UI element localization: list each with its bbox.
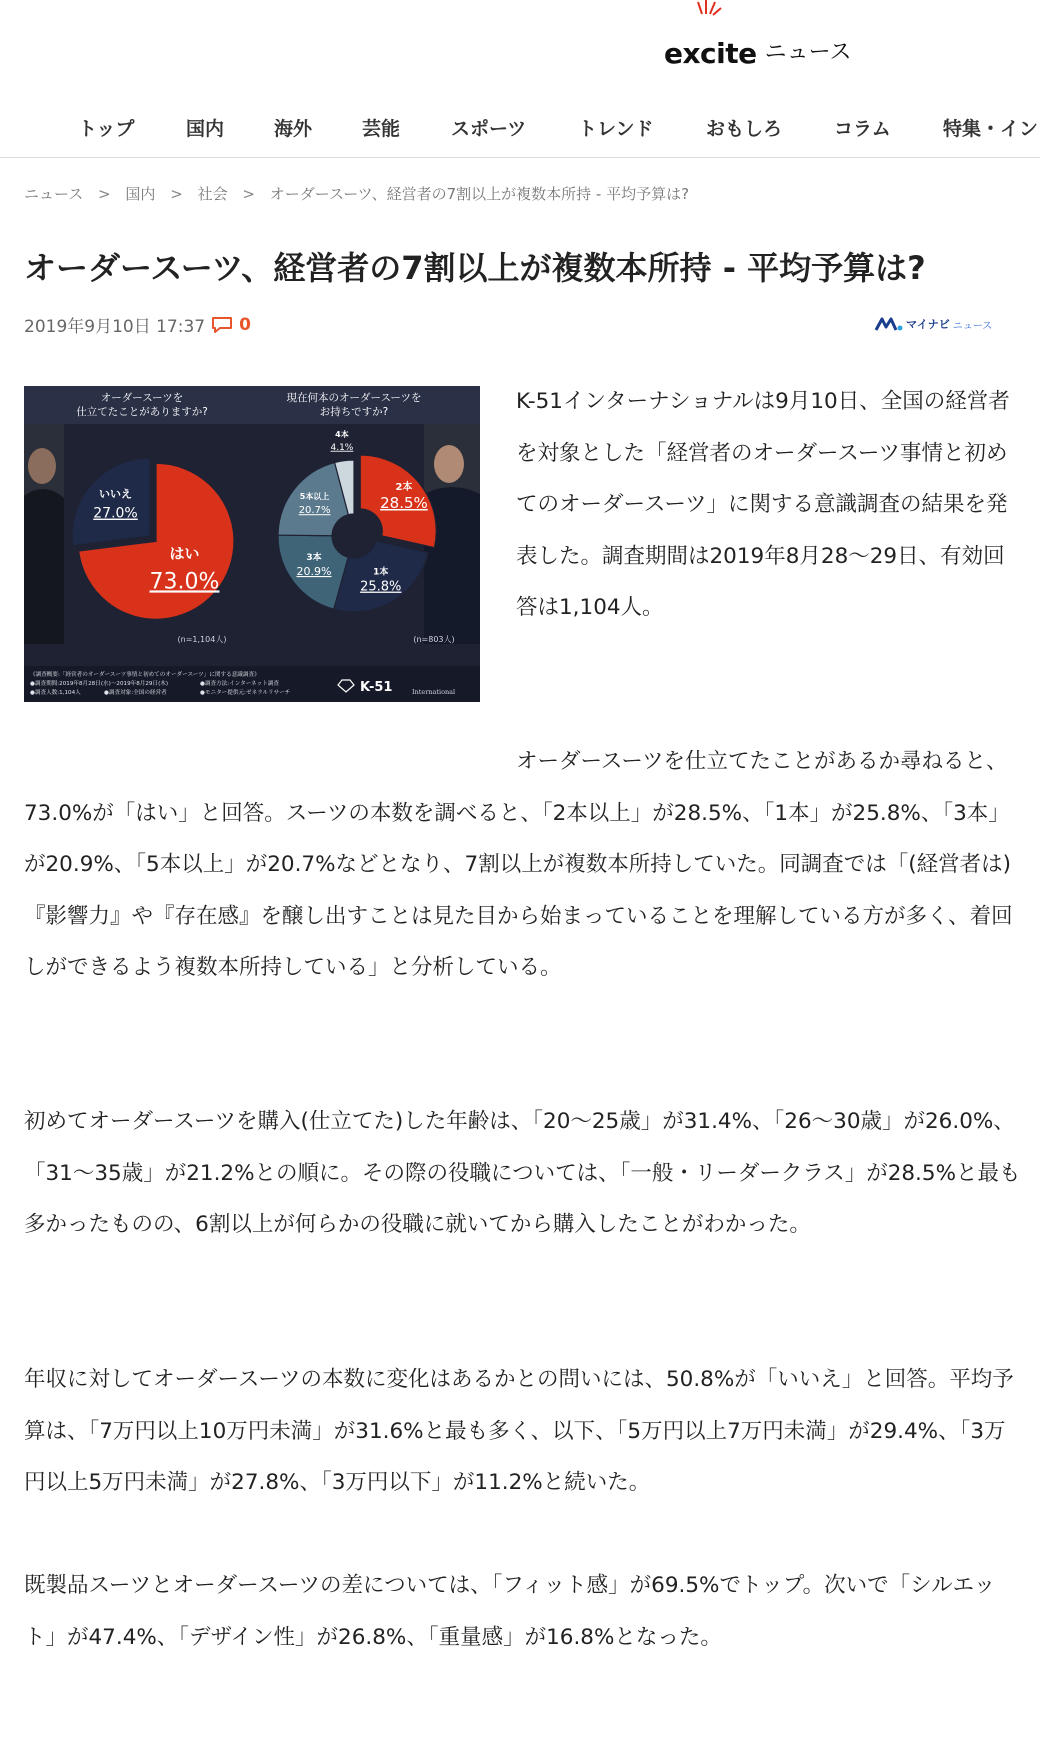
pie-value-label: 20.9%: [296, 565, 332, 579]
survey-infographic: [24, 386, 480, 702]
breadcrumb-domestic[interactable]: 国内: [125, 185, 156, 203]
article-paragraph-1: K-51インターナショナルは9月10日、全国の経営者を対象とした「経営者のオーダースーツ事情と初めてのオーダースーツ」に関する意識調査の結果を発表した。調査期間は2019年8月28〜29日、有効回答は1,104人。: [516, 389, 1010, 620]
source-suffix: ニュース: [952, 320, 993, 332]
right-question-line1: 現在何本のオーダースーツを: [286, 392, 422, 404]
article-paragraph-3: 初めてオーダースーツを購入(仕立てた)した年齢は、「20〜25歳」が31.4%、「26〜30歳」が26.0%、「31〜35歳」が21.2%との順に。その際の役職については、「一般・リーダークラス」が28.5%と最も多かったものの、6割以上が何らかの役職に就いてから購入したことがわかった。: [24, 1109, 1021, 1237]
survey-heading: 《調査概要:「経営者のオーダースーツ事情と初めてのオーダースーツ」に関する意識調査》: [30, 672, 260, 678]
site-header: [0, 0, 1040, 100]
nav-item-top[interactable]: トップ: [78, 118, 135, 140]
breadcrumb-news[interactable]: ニュース: [24, 185, 84, 203]
source-name: マイナビ: [906, 318, 950, 331]
breadcrumb-separator: >: [98, 185, 111, 203]
infographic-background: [24, 386, 480, 702]
nav-item-domestic[interactable]: 国内: [186, 118, 225, 140]
excite-logo[interactable]: [664, 14, 852, 70]
pie-category-label: 4本: [335, 429, 349, 439]
pie-category-label: 1本: [373, 567, 389, 578]
left-question-line2: 仕立てたことがありますか?: [76, 406, 208, 418]
source-logo[interactable]: [874, 316, 992, 332]
breadcrumb: [24, 183, 689, 204]
pie-value-label: 4.1%: [330, 442, 354, 453]
pie-value-label: 20.7%: [298, 505, 331, 517]
breadcrumb-separator: >: [242, 185, 255, 203]
nav-item-funny[interactable]: おもしろ: [706, 118, 783, 140]
pie-category-label: 2本: [395, 481, 413, 493]
comment-icon[interactable]: [211, 316, 233, 334]
survey-target: ●調査対象:全国の経営者: [104, 690, 167, 696]
nav-item-entertainment[interactable]: 芸能: [362, 118, 401, 140]
left-sample-size: (n=1,104人): [177, 635, 227, 644]
logo-news-label: ニュース: [764, 40, 852, 65]
breadcrumb-current: オーダースーツ、経営者の7割以上が複数本所持 - 平均予算は?: [269, 185, 690, 203]
article-paragraph-5: 既製品スーツとオーダースーツの差については、「フィット感」が69.5%でトップ。次いで「シルエット」が47.4%、「デザイン性」が26.8%、「重量感」が16.8%となった。: [24, 1573, 996, 1650]
brand-suffix: International: [412, 688, 456, 696]
article-meta: [24, 312, 251, 337]
nav-item-trend[interactable]: トレンド: [578, 118, 654, 140]
left-question-line1: オーダースーツを: [100, 392, 184, 404]
breadcrumb-separator: >: [170, 185, 183, 203]
article-paragraph-4: 年収に対してオーダースーツの本数に変化はあるかとの問いには、50.8%が「いいえ」と回答。平均予算は、「7万円以上10万円未満」が31.6%と最も多く、以下、「5万円以上7万円未満」が29.4%、「3万円以上5万円未満」が27.8%、「3万円以下」が11.2%と続いた。: [24, 1367, 1014, 1495]
survey-count: ●調査人数:1,104人: [30, 690, 81, 696]
survey-method: ●調査方法:インターネット調査: [200, 681, 279, 687]
nav-item-sports[interactable]: スポーツ: [451, 118, 527, 140]
main-nav: [0, 104, 1040, 158]
pie-value-label: 28.5%: [380, 493, 428, 512]
right-question-line2: お持ちですか?: [319, 406, 389, 418]
nav-item-features[interactable]: 特集・イン: [943, 118, 1039, 140]
mynavi-mark-icon: [874, 316, 904, 332]
pie-category-label: 3本: [306, 553, 322, 564]
comment-count[interactable]: 0: [239, 314, 251, 335]
right-sample-size: (n=803人): [413, 635, 455, 644]
pie-category-label: はい: [169, 544, 200, 563]
article-paragraph-2: オーダースーツを仕立てたことがあるか尋ねると、73.0%が「はい」と回答。スーツの本数を調べると、「2本以上」が28.5%、「1本」が25.8%、「3本」が20.9%、「5本以上」が20.7%などとなり、7割以上が複数本所持していた。同調査では「(経営者は)『影響力』や『存在感』を醸し出すことは見た目から始まっていることを理解している方が多く、着回しができるよう複数本所持している」と分析している。: [24, 749, 1013, 980]
article-datetime: 2019年9月10日 17:37: [24, 317, 206, 337]
nav-item-overseas[interactable]: 海外: [274, 118, 313, 140]
article-title: オーダースーツ、経営者の7割以上が複数本所持 - 平均予算は?: [24, 249, 926, 287]
survey-provider: ●モニター提供元:ゼネラルリサーチ: [200, 690, 291, 696]
survey-period: ●調査期間:2019年8月28日(水)〜2019年8月29日(木): [30, 681, 169, 687]
pie-value-label: 73.0%: [149, 569, 220, 595]
pie-value-label: 27.0%: [93, 505, 138, 522]
pie-category-label: いいえ: [98, 487, 132, 501]
breadcrumb-society[interactable]: 社会: [197, 185, 228, 203]
pie-category-label: 5本以上: [299, 492, 330, 502]
nav-item-column[interactable]: コラム: [834, 118, 891, 140]
brand-k51: K-51: [360, 680, 393, 695]
logo-burst-icon: [688, 0, 728, 16]
model-photo-left: [24, 424, 64, 644]
pie-value-label: 25.8%: [360, 579, 402, 595]
logo-wordmark: excite: [664, 37, 757, 70]
